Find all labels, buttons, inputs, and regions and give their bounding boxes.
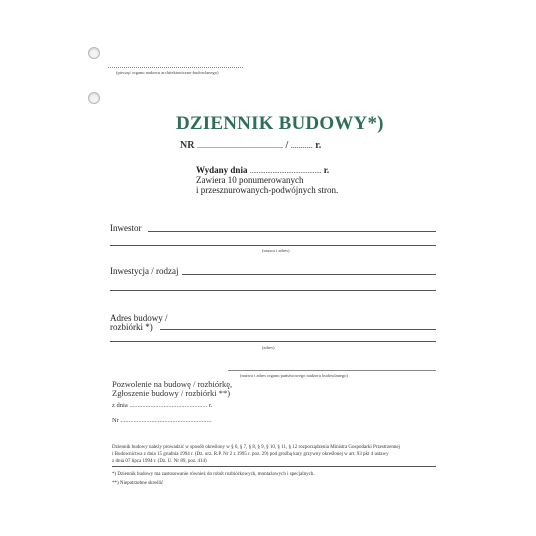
investment-line-2 — [110, 290, 436, 291]
stamp-caption: (pieczęć organu nadzoru architektoniczno-budowlanego) — [116, 70, 219, 75]
pages-binding: i przesznurowanych-podwójnych stron. — [196, 185, 339, 195]
permit-date-line — [112, 402, 212, 409]
document-title: DZIENNIK BUDOWY*) — [176, 113, 384, 134]
footnote-1: *) Dziennik budowy ma zastosowanie również do robót rozbiórkowych, montażowych i specjalnych. — [112, 472, 315, 477]
permit-nr-dots: ........................................................ — [120, 417, 212, 424]
issued-label: Wydany dnia — [196, 165, 248, 175]
permit-label-1: Pozwolenie na budowę / rozbiórkę, — [112, 379, 233, 389]
address-label-1: Adres budowy / — [110, 313, 168, 323]
address-caption: (adres) — [262, 345, 275, 350]
legal-notice-line-1: Dziennik budowy należy prowadzić w sposób określony w § 6, § 7, § 8, § 9, § 10, § 11, § 12 rozporządzenia Ministra Gospodarki Przestrzennej — [112, 445, 400, 450]
binder-hole-bottom — [88, 92, 100, 104]
authority-line — [228, 370, 436, 371]
stamp-line — [108, 67, 243, 68]
address-line-1 — [160, 329, 436, 330]
permit-date-prefix: z dnia — [112, 402, 128, 409]
legal-notice-line-2: i Budownictwa z dnia 15 grudnia 1994 r. (Dz. urz. R.P. Nr 2 z 1995 r. poz. 29) pod groźbą kary grzywny określonej w art. 93 pkt 4 ustawy — [112, 452, 389, 457]
document-number — [180, 140, 321, 151]
binder-hole-top — [88, 47, 100, 59]
permit-number-line — [112, 417, 211, 424]
permit-nr-prefix: Nr — [112, 417, 119, 424]
investment-line-1 — [182, 274, 436, 275]
address-line-2 — [110, 341, 436, 342]
investor-label: Inwestor — [110, 223, 142, 233]
issued-suffix: r. — [323, 165, 330, 175]
permit-date-suffix: r. — [208, 402, 213, 409]
investor-line-2 — [110, 245, 436, 246]
issued-dots: ......................................... — [249, 167, 322, 175]
address-label-2: rozbiórki *) — [110, 322, 153, 332]
footnote-2: **) Niepotrzebne skreślić — [112, 481, 164, 486]
investment-label: Inwestycja / rodzaj — [110, 266, 179, 276]
issued-date-line — [196, 165, 329, 175]
nr-suffix: r. — [315, 140, 322, 151]
nr-dots-2: ........... — [290, 141, 313, 150]
authority-caption: (nazwa i adres organu państwowego nadzoru budowlanego) — [240, 373, 348, 378]
nr-dots: ........................................... — [196, 141, 283, 150]
permit-label-2: Zgłoszenie budowy / rozbiórki **) — [112, 388, 231, 398]
permit-date-dots: ................................................ — [129, 402, 208, 409]
pages-count: Zawiera 10 ponumerowanych — [196, 175, 304, 185]
footnote-separator — [112, 466, 436, 467]
investor-caption: (nazwa i adres) — [262, 248, 290, 253]
legal-notice-line-3: z dnia 07 lipca 1994 r. (Dz. U. Nr 89, poz. 414) — [112, 459, 207, 464]
investor-line-1 — [148, 231, 436, 232]
nr-prefix: NR — [180, 140, 195, 151]
nr-slash: / — [285, 140, 289, 151]
legal-notice — [112, 444, 442, 465]
